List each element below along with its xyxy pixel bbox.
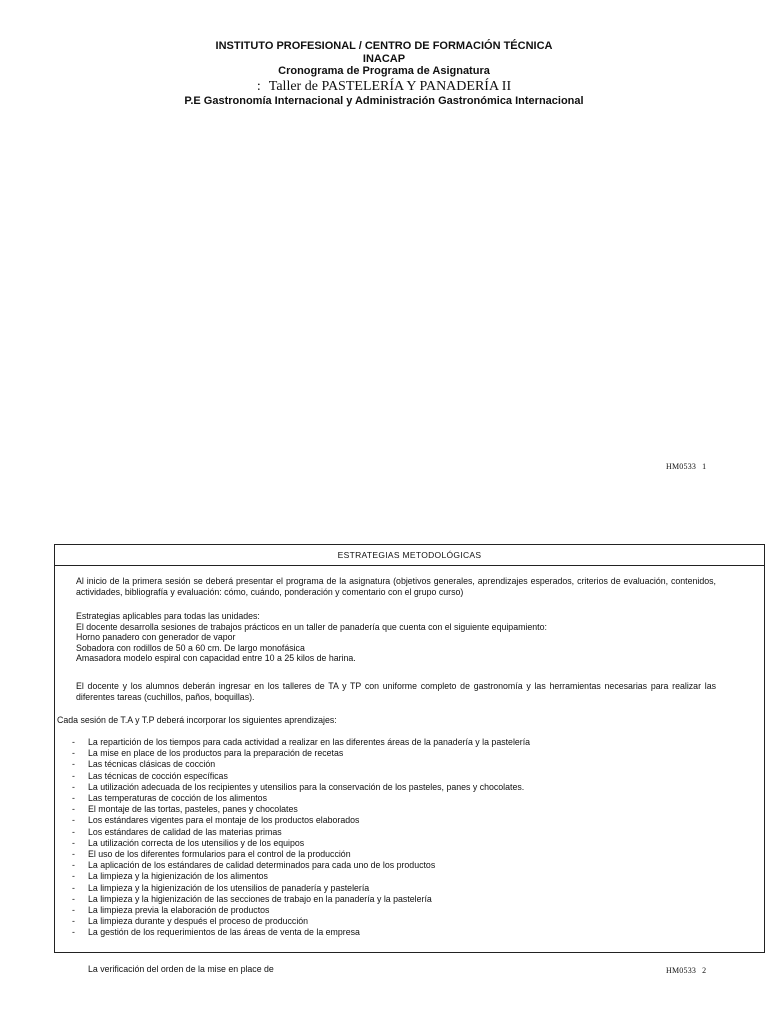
bullet-dash: - [72,860,75,871]
list-item [72,916,530,927]
list-item [72,883,530,894]
list-item-text: El montaje de las tortas, pasteles, panes y chocolates [88,804,298,815]
list-item [72,748,530,759]
page-code: HM0533 [666,462,697,471]
page-marker-2 [666,966,706,975]
list-item-text: La mise en place de los productos para la preparación de recetas [88,748,344,759]
bullet-dash: - [72,893,75,904]
bullet-dash: - [72,759,75,770]
session-intro: Cada sesión de T.A y T.P deberá incorporar los siguientes aprendizajes: [57,715,337,725]
page-number: 1 [702,462,707,471]
list-item-text: Los estándares vigentes para el montaje de los productos elaborados [88,815,360,826]
list-item [72,827,530,838]
list-item [72,804,530,815]
list-item [72,815,530,826]
bullet-dash: - [72,748,75,759]
list-item-text: La limpieza y la higienización de las secciones de trabajo en la panadería y la pastelería [88,893,432,904]
course-name: PASTELERÍA Y PANADERÍA II [321,79,512,94]
bullet-dash: - [72,737,75,747]
list-item-text: El uso de los diferentes formularios para el control de la producción [88,849,351,860]
list-item-text: La aplicación de los estándares de calidad determinados para cada uno de los productos [88,860,436,871]
program-name: P.E Gastronomía Internacional y Administración Gastronómica Internacional [184,95,584,107]
truncated-last-line: La verificación del orden de la mise en place de [88,964,274,974]
learning-items-list [72,737,530,939]
strategy-line: Amasadora modelo espiral con capacidad entre 10 a 25 kilos de harina. [76,653,356,663]
bullet-dash: - [72,804,75,815]
section-title: ESTRATEGIAS METODOLÓGICAS [55,545,764,566]
list-item-text: La limpieza previa la elaboración de productos [88,905,270,916]
strategies-block [76,611,716,664]
bullet-dash: - [72,905,75,916]
list-item [72,793,530,804]
bullet-dash: - [72,837,75,848]
page-marker-1 [666,462,706,471]
list-item-text: La gestión de los requerimientos de las áreas de venta de la empresa [88,927,360,938]
bullet-dash: - [72,916,75,927]
document-header [0,40,768,108]
org-name: INACAP [362,53,406,65]
course-prefix: Taller de [268,79,318,94]
bullet-dash: - [72,826,75,837]
strategy-line: El docente desarrolla sesiones de trabajos prácticos en un taller de panadería que cuenta con el siguiente equipamiento: [76,621,547,632]
list-item [72,860,530,871]
list-item [72,838,530,849]
list-item [72,905,530,916]
list-item-text: La repartición de los tiempos para cada actividad a realizar en las diferentes áreas de la panadería y la pastelería [88,737,531,747]
list-item-text: La limpieza y la higienización de los alimentos [88,871,268,882]
bullet-dash: - [72,882,75,893]
institution-name: INSTITUTO PROFESIONAL / CENTRO DE FORMACIÓN TÉCNICA [215,40,553,52]
list-item [72,771,530,782]
strategy-line: Estrategias aplicables para todas las unidades: [76,611,260,621]
document-type: Cronograma de Programa de Asignatura [278,65,490,77]
list-item [72,849,530,860]
bullet-dash: - [72,793,75,804]
list-item-text: La limpieza y la higienización de los utensilios de panadería y pastelería [88,882,370,893]
intro-paragraph: Al inicio de la primera sesión se deberá presentar el programa de la asignatura (objetivos generales, aprendizajes esperados, criterios de evaluación, contenidos, actividades, bibliografía y evaluación: cómo, cuándo, ponderación y comentario con el grupo curso) [76,576,716,597]
bullet-dash: - [72,781,75,792]
list-item [72,894,530,905]
bullet-dash: - [72,871,75,882]
bullet-dash: - [72,770,75,781]
course-title-colon: : [256,79,261,94]
list-item-text: La utilización correcta de los utensilios y de los equipos [88,837,305,848]
list-item-text: Los estándares de calidad de las materias primas [88,826,282,837]
list-item [72,871,530,882]
strategy-line: Horno panadero con generador de vapor [76,632,236,642]
list-item [72,782,530,793]
list-item-text: Las técnicas clásicas de cocción [88,759,216,770]
list-item [72,927,530,938]
list-item [72,759,530,770]
list-item-text: Las técnicas de cocción específicas [88,770,228,781]
list-item-text: La utilización adecuada de los recipientes y utensilios para la conservación de los pasteles, panes y chocolates. [88,781,525,792]
page-code: HM0533 [666,966,697,975]
list-item [72,737,530,748]
bullet-dash: - [72,815,75,826]
list-item-text: La limpieza durante y después el proceso de producción [88,916,309,927]
entry-rule-paragraph: El docente y los alumnos deberán ingresar en los talleres de TA y TP con uniforme completo de gastronomía y las herramientas necesarias para realizar las diferentes tareas (cuchillos, paños, boquillas). [76,681,716,702]
list-item-text: Las temperaturas de cocción de los alimentos [88,793,267,804]
course-title [0,78,768,95]
page-number: 2 [702,966,707,975]
bullet-dash: - [72,849,75,860]
bullet-dash: - [72,927,75,938]
strategy-line: Sobadora con rodillos de 50 a 60 cm. De largo monofásica [76,642,305,653]
